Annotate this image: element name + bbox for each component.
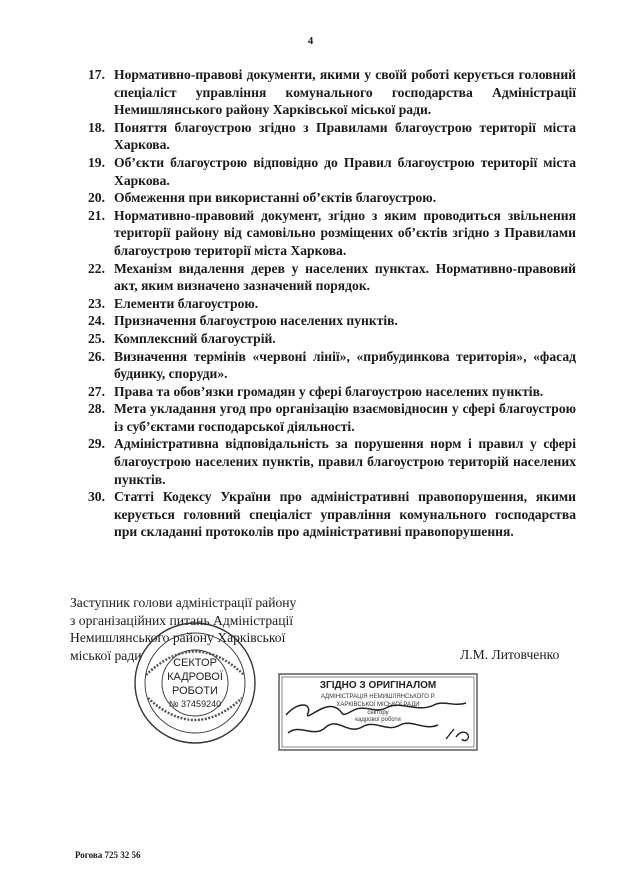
signature-title-line: Заступник голови адміністрації району <box>70 595 297 610</box>
list-item <box>88 435 576 488</box>
item-text: Визначення термінів «червоні лінії», «прибудинкова територія», «фасад будинку, споруди». <box>114 348 576 382</box>
seal-text: СЕКТОР <box>173 657 217 669</box>
item-text: Права та обов’язки громадян у сфері благоустрою населених пунктів. <box>114 383 544 399</box>
list-item <box>88 295 576 313</box>
list-item <box>88 189 576 207</box>
item-text: Поняття благоустрою згідно з Правилами благоустрою території міста Харкова. <box>114 119 576 153</box>
list-item <box>88 260 576 295</box>
item-number: 28. <box>88 401 105 417</box>
item-number: 29. <box>88 436 105 452</box>
item-text: Адміністративна відповідальність за порушення норм і правил у сфері благоустрою населених пунктів, правил благоустрою територій населених пунктів. <box>114 436 576 487</box>
signature-title-line: з організаційних питань Адміністрації <box>70 612 294 628</box>
list-item <box>88 312 576 330</box>
item-number: 20. <box>88 190 105 206</box>
stamp-text: АДМІНІСТРАЦІЯ НЕМИШЛЯНСЬКОГО Р. <box>320 694 436 700</box>
signature-title-line: міської ради <box>70 647 142 663</box>
signature-title-line: Немишлянського району Харківської <box>70 630 286 646</box>
seal-text: № 37459240 <box>168 699 222 709</box>
list-item <box>88 330 576 348</box>
item-text: Нормативно-правовий документ, згідно з яким проводиться звільнення території району від самовільно розміщених об’єктів згідно з Правилами благоустрою території міста Харкова. <box>114 207 576 258</box>
item-number: 17. <box>88 67 105 82</box>
signatory-name: Л.М. Литовченко <box>460 647 560 662</box>
item-text: Комплексний благоустрій. <box>114 330 276 346</box>
list-item <box>88 207 576 260</box>
footer-contact: Рогова 725 32 56 <box>75 850 141 860</box>
item-text: Обмеження при використанні об’єктів благоустрою. <box>114 190 437 206</box>
item-number: 19. <box>88 154 105 170</box>
list-item <box>88 383 576 401</box>
item-text: Об’єкти благоустрою відповідно до Правил благоустрою території міста Харкова. <box>114 154 576 188</box>
list-item <box>88 66 576 119</box>
item-number: 26. <box>88 348 105 364</box>
seal-text: КАДРОВОЇ <box>167 671 223 683</box>
item-number: 27. <box>88 383 105 399</box>
page-number: 4 <box>307 35 314 47</box>
list-item <box>88 488 576 541</box>
stamp-text: ХАРКІВСЬКОЇ МІСЬКОЇ РАДИ <box>336 702 420 708</box>
item-number: 21. <box>88 207 105 223</box>
item-number: 24. <box>88 313 105 329</box>
item-number: 22. <box>88 260 105 276</box>
item-number: 18. <box>88 119 105 135</box>
questions-list <box>88 66 576 541</box>
item-number: 23. <box>88 295 105 311</box>
item-text: Нормативно-правові документи, якими у своїй роботі керується головний спеціаліст управління комунального господарства Адміністрації Немишлянського району Харківської міської ради. <box>114 67 576 118</box>
item-text: Елементи благоустрою. <box>114 295 259 311</box>
handwritten-signature <box>278 673 478 751</box>
item-text: Мета укладання угод про організацію взаємовідносин у сфері благоустрою із суб’єктами господарської діяльності. <box>114 401 576 434</box>
certified-copy-stamp <box>278 673 478 751</box>
round-seal <box>132 620 258 746</box>
item-number: 25. <box>88 330 105 346</box>
item-text: Механізм видалення дерев у населених пунктах. Нормативно-правовий акт, яким визначено зазначений порядок. <box>114 260 576 294</box>
seal-text: РОБОТИ <box>172 685 218 697</box>
list-item <box>88 348 576 383</box>
item-text: Призначення благоустрою населених пунктів. <box>114 313 398 329</box>
stamp-text: кадрової роботи <box>355 717 401 723</box>
list-item <box>88 400 576 435</box>
item-text: Статті Кодексу України про адміністративні правопорушення, якими керується головний спеціаліст управління комунального господарства при складанні протоколів про адміністративні правопорушення. <box>114 489 576 540</box>
list-item <box>88 119 576 154</box>
stamp-title: ЗГІДНО З ОРИГІНАЛОМ <box>319 680 437 691</box>
item-number: 30. <box>88 489 105 505</box>
list-item <box>88 154 576 189</box>
stamp-text: сектору <box>367 710 389 716</box>
